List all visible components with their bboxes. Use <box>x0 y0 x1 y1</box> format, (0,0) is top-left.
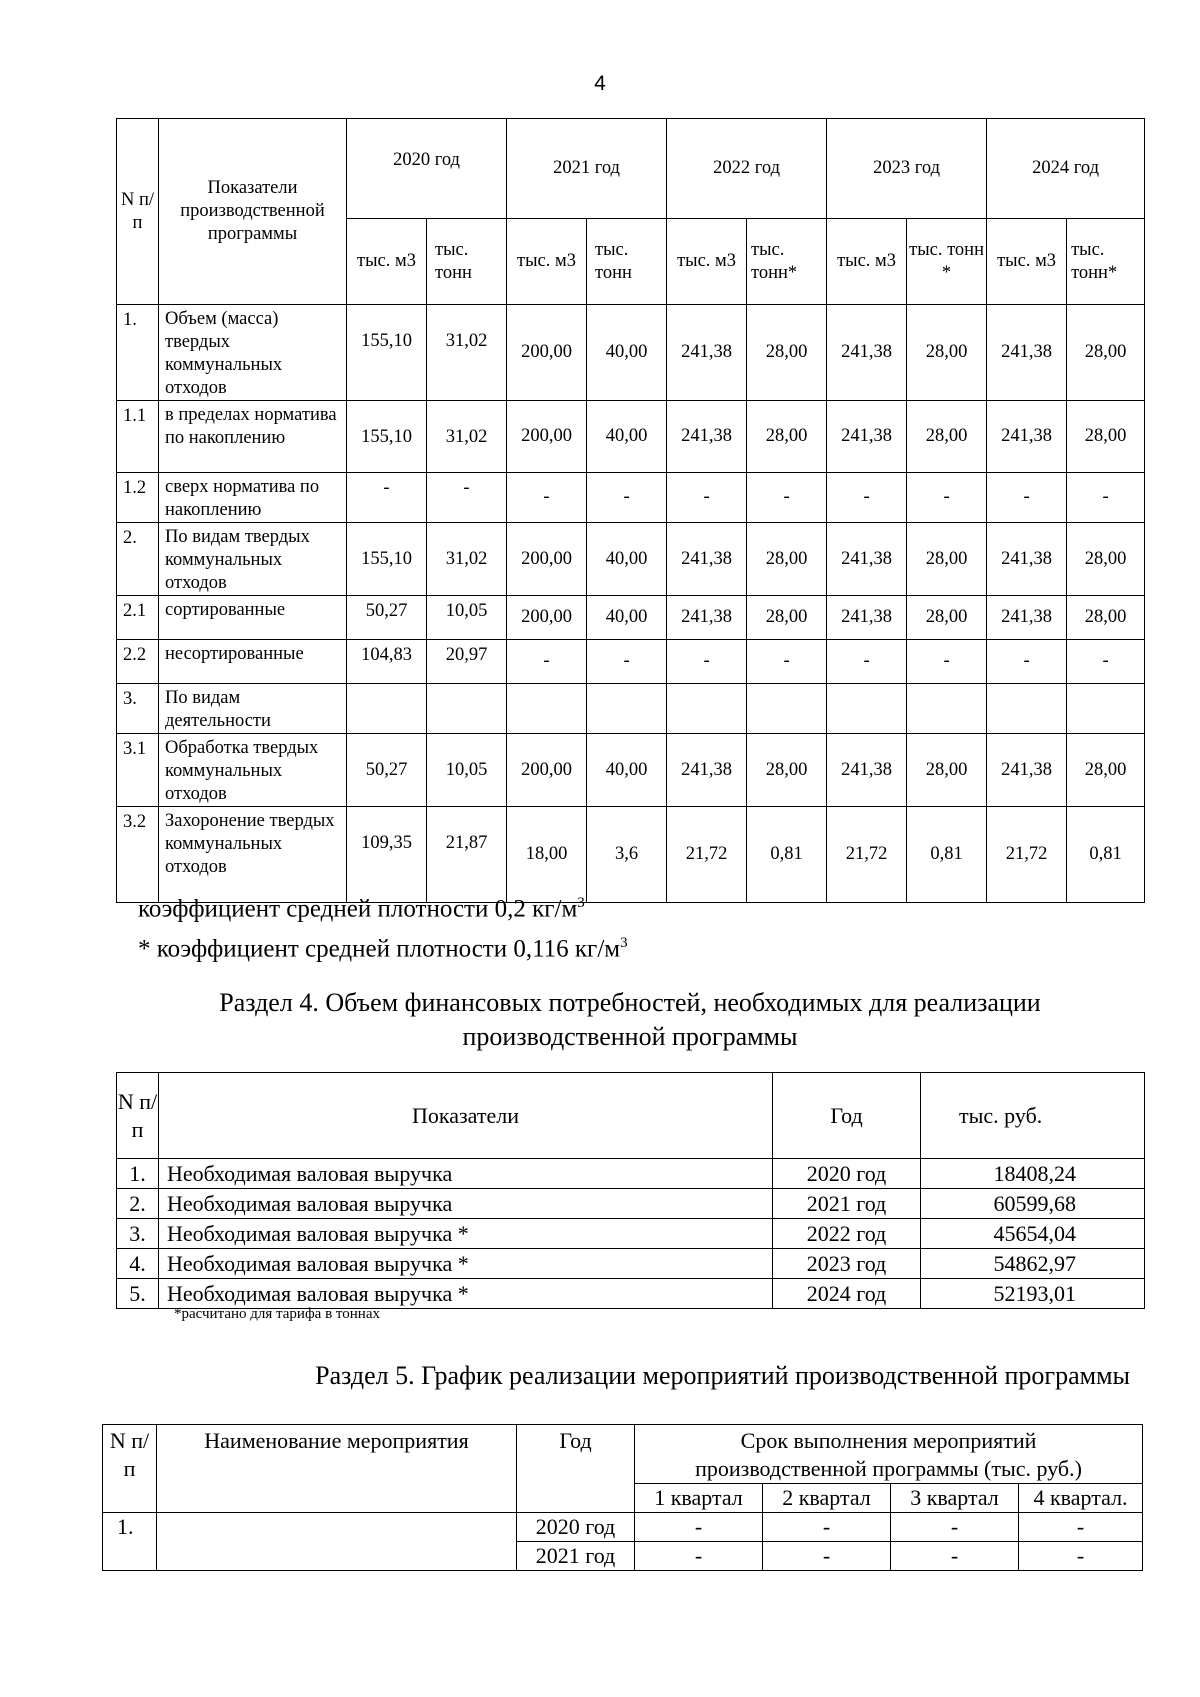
row-year: 2022 год <box>773 1219 921 1249</box>
table-row <box>117 523 1145 596</box>
page-number: 4 <box>594 72 606 95</box>
quarter-cell: - <box>763 1513 891 1542</box>
row-value: 52193,01 <box>921 1279 1145 1309</box>
value-cell: 40,00 <box>587 523 667 596</box>
value-cell: 241,38 <box>667 305 747 401</box>
quarter-header: 1 квартал <box>635 1484 763 1513</box>
value-cell: 28,00 <box>747 734 827 807</box>
table-row <box>103 1513 1143 1542</box>
value-cell: 241,38 <box>827 596 907 640</box>
value-cell <box>827 684 907 734</box>
value-cell <box>1067 684 1145 734</box>
value-cell: - <box>987 640 1067 684</box>
section5-title: Раздел 5. График реализации мероприятий производственной программы <box>315 1361 1130 1390</box>
unit-header: тыс. м3 <box>507 219 587 305</box>
quarter-cell: - <box>1019 1513 1143 1542</box>
value-cell: 241,38 <box>827 305 907 401</box>
col-n-header: N п/ п <box>117 1073 159 1159</box>
value-cell: 200,00 <box>507 401 587 473</box>
col-name-header: Наименование мероприятия <box>157 1425 517 1513</box>
value-cell: 28,00 <box>907 305 987 401</box>
value-cell: 10,05 <box>427 734 507 807</box>
row-label: Объем (масса) твердых коммунальных отходов <box>159 305 347 401</box>
unit-header: тыс. тонн* <box>747 219 827 305</box>
value-cell: 10,05 <box>427 596 507 640</box>
col-year-header: Год <box>773 1073 921 1159</box>
financial-needs-table <box>116 1072 1145 1309</box>
value-cell: 21,72 <box>827 807 907 903</box>
table-row <box>117 640 1145 684</box>
value-cell: - <box>747 473 827 523</box>
row-number: 3. <box>117 1219 159 1249</box>
value-cell: 155,10 <box>347 523 427 596</box>
density-note-2: * коэффициент средней плотности 0,116 $кг/м^3$ <box>138 935 628 963</box>
row-number: 2.2 <box>117 640 159 684</box>
value-cell: 50,27 <box>347 596 427 640</box>
value-cell <box>507 684 587 734</box>
row-label: Необходимая валовая выручка * <box>159 1219 773 1249</box>
value-cell: 241,38 <box>827 401 907 473</box>
value-cell: 200,00 <box>507 305 587 401</box>
value-cell <box>667 684 747 734</box>
unit-header: тыс. тонн* <box>1067 219 1145 305</box>
value-cell: 40,00 <box>587 596 667 640</box>
value-cell <box>747 684 827 734</box>
schedule-table <box>102 1424 1143 1571</box>
value-cell: - <box>587 640 667 684</box>
row-value: 18408,24 <box>921 1159 1145 1189</box>
value-cell <box>907 684 987 734</box>
value-cell: - <box>427 473 507 523</box>
row-number: 3.1 <box>117 734 159 807</box>
value-cell <box>347 684 427 734</box>
quarter-header: 4 квартал. <box>1019 1484 1143 1513</box>
value-cell: 28,00 <box>907 523 987 596</box>
table-row <box>117 596 1145 640</box>
table-row <box>117 1249 1145 1279</box>
col-year-header: Год <box>517 1425 635 1513</box>
value-cell: 200,00 <box>507 596 587 640</box>
row-label: в пределах норматива по накоплению <box>159 401 347 473</box>
value-cell: 241,38 <box>827 523 907 596</box>
row-label: По видам твердых коммунальных отходов <box>159 523 347 596</box>
value-cell: - <box>827 640 907 684</box>
quarter-cell: - <box>891 1542 1019 1571</box>
value-cell: 0,81 <box>907 807 987 903</box>
value-cell: - <box>987 473 1067 523</box>
row-year: 2021 год <box>773 1189 921 1219</box>
table-row <box>117 305 1145 401</box>
value-cell: 155,10 <box>347 305 427 401</box>
value-cell: 50,27 <box>347 734 427 807</box>
value-cell: - <box>347 473 427 523</box>
row-label: Необходимая валовая выручка <box>159 1159 773 1189</box>
col-indicator-header: Показатели производственной программы <box>159 119 347 305</box>
row-value: 54862,97 <box>921 1249 1145 1279</box>
row-name <box>157 1513 517 1571</box>
value-cell: 241,38 <box>987 401 1067 473</box>
tariff-footnote: *расчитано для тарифа в тоннах <box>174 1306 380 1322</box>
row-value: 60599,68 <box>921 1189 1145 1219</box>
density-notes <box>138 886 628 967</box>
row-label: несортированные <box>159 640 347 684</box>
year-header: 2024 год <box>987 119 1145 219</box>
value-cell: - <box>667 640 747 684</box>
row-label: Обработка твердых коммунальных отходов <box>159 734 347 807</box>
row-label: Необходимая валовая выручка <box>159 1189 773 1219</box>
col-period-header: Срок выполнения мероприятий производственной программы (тыс. руб.) <box>635 1425 1143 1484</box>
value-cell <box>587 684 667 734</box>
value-cell: 28,00 <box>747 401 827 473</box>
value-cell: 241,38 <box>987 523 1067 596</box>
value-cell: 241,38 <box>987 734 1067 807</box>
quarter-cell: - <box>1019 1542 1143 1571</box>
row-label: По видам деятельности <box>159 684 347 734</box>
row-label: сверх норматива по накоплению <box>159 473 347 523</box>
row-number: 5. <box>117 1279 159 1309</box>
unit-header: тыс. тонн <box>427 219 507 305</box>
quarter-header: 3 квартал <box>891 1484 1019 1513</box>
quarter-header: 2 квартал <box>763 1484 891 1513</box>
year-header: 2023 год <box>827 119 987 219</box>
row-number: 1.2 <box>117 473 159 523</box>
value-cell: 200,00 <box>507 734 587 807</box>
value-cell: 28,00 <box>1067 523 1145 596</box>
row-number: 4. <box>117 1249 159 1279</box>
year-header: 2020 год <box>347 119 507 219</box>
row-number: 3. <box>117 684 159 734</box>
unit-header: тыс. тонн * <box>907 219 987 305</box>
row-label: Необходимая валовая выручка * <box>159 1279 773 1309</box>
quarter-cell: - <box>763 1542 891 1571</box>
unit-header: тыс. м3 <box>827 219 907 305</box>
value-cell: 28,00 <box>747 305 827 401</box>
value-cell: 0,81 <box>747 807 827 903</box>
value-cell: 241,38 <box>667 523 747 596</box>
table-row <box>117 1189 1145 1219</box>
value-cell: 200,00 <box>507 523 587 596</box>
value-cell: 31,02 <box>427 523 507 596</box>
production-program-table <box>116 118 1145 903</box>
row-label: Необходимая валовая выручка * <box>159 1249 773 1279</box>
value-cell: 155,10 <box>347 401 427 473</box>
value-cell: - <box>907 640 987 684</box>
value-cell <box>987 684 1067 734</box>
col-indicator-header: Показатели <box>159 1073 773 1159</box>
unit-header: тыс. м3 <box>987 219 1067 305</box>
value-cell: 31,02 <box>427 401 507 473</box>
value-cell: 28,00 <box>1067 596 1145 640</box>
value-cell: 28,00 <box>907 734 987 807</box>
value-cell: 18,00 <box>507 807 587 903</box>
value-cell: 21,87 <box>427 807 507 903</box>
value-cell: 104,83 <box>347 640 427 684</box>
value-cell: 109,35 <box>347 807 427 903</box>
value-cell: 28,00 <box>1067 734 1145 807</box>
table-row <box>117 734 1145 807</box>
value-cell: 241,38 <box>827 734 907 807</box>
table-row <box>117 1159 1145 1189</box>
value-cell: 241,38 <box>667 401 747 473</box>
value-cell: - <box>747 640 827 684</box>
table-row <box>117 1279 1145 1309</box>
row-number: 1. <box>117 1159 159 1189</box>
col-n-header: N п/п <box>117 119 159 305</box>
col-n-header: N п/ п <box>103 1425 157 1513</box>
unit-header: тыс. м3 <box>667 219 747 305</box>
value-cell: 28,00 <box>907 596 987 640</box>
value-cell: - <box>507 640 587 684</box>
row-year: 2024 год <box>773 1279 921 1309</box>
value-cell: 21,72 <box>667 807 747 903</box>
value-cell: 0,81 <box>1067 807 1145 903</box>
value-cell: - <box>587 473 667 523</box>
row-year: 2023 год <box>773 1249 921 1279</box>
row-year: 2020 год <box>517 1513 635 1542</box>
table-row <box>117 473 1145 523</box>
value-cell: - <box>1067 473 1145 523</box>
value-cell: - <box>1067 640 1145 684</box>
row-number: 1. <box>117 305 159 401</box>
value-cell: 21,72 <box>987 807 1067 903</box>
value-cell: 28,00 <box>747 523 827 596</box>
row-value: 45654,04 <box>921 1219 1145 1249</box>
unit-header: тыс. м3 <box>347 219 427 305</box>
row-number: 2.1 <box>117 596 159 640</box>
table-row <box>117 401 1145 473</box>
value-cell: 241,38 <box>667 734 747 807</box>
col-value-header: тыс. руб. <box>921 1073 1145 1159</box>
value-cell: - <box>827 473 907 523</box>
value-cell: 40,00 <box>587 401 667 473</box>
value-cell: 28,00 <box>747 596 827 640</box>
row-number: 1. <box>103 1513 157 1571</box>
row-number: 2. <box>117 1189 159 1219</box>
value-cell: 241,38 <box>667 596 747 640</box>
value-cell: - <box>667 473 747 523</box>
value-cell: - <box>507 473 587 523</box>
year-header: 2021 год <box>507 119 667 219</box>
value-cell: 31,02 <box>427 305 507 401</box>
quarter-cell: - <box>635 1513 763 1542</box>
value-cell: 3,6 <box>587 807 667 903</box>
value-cell: 28,00 <box>1067 305 1145 401</box>
density-note-1: коэффициент средней плотности 0,2 $кг/м^3$ <box>138 895 585 923</box>
section4-title: Раздел 4. Объем финансовых потребностей, необходимых для реализации производственной программы <box>219 988 1041 1051</box>
value-cell <box>427 684 507 734</box>
table-row <box>117 1219 1145 1249</box>
value-cell: 28,00 <box>1067 401 1145 473</box>
row-number: 3.2 <box>117 807 159 903</box>
row-label: Захоронение твердых коммунальных отходов <box>159 807 347 903</box>
value-cell: 40,00 <box>587 734 667 807</box>
value-cell: 241,38 <box>987 305 1067 401</box>
year-header: 2022 год <box>667 119 827 219</box>
unit-header: тыс. тонн <box>587 219 667 305</box>
row-year: 2021 год <box>517 1542 635 1571</box>
row-label: сортированные <box>159 596 347 640</box>
value-cell: 40,00 <box>587 305 667 401</box>
value-cell: 241,38 <box>987 596 1067 640</box>
row-year: 2020 год <box>773 1159 921 1189</box>
value-cell: 28,00 <box>907 401 987 473</box>
row-number: 1.1 <box>117 401 159 473</box>
row-number: 2. <box>117 523 159 596</box>
table-row <box>117 684 1145 734</box>
quarter-cell: - <box>635 1542 763 1571</box>
value-cell: 20,97 <box>427 640 507 684</box>
value-cell: - <box>907 473 987 523</box>
quarter-cell: - <box>891 1513 1019 1542</box>
